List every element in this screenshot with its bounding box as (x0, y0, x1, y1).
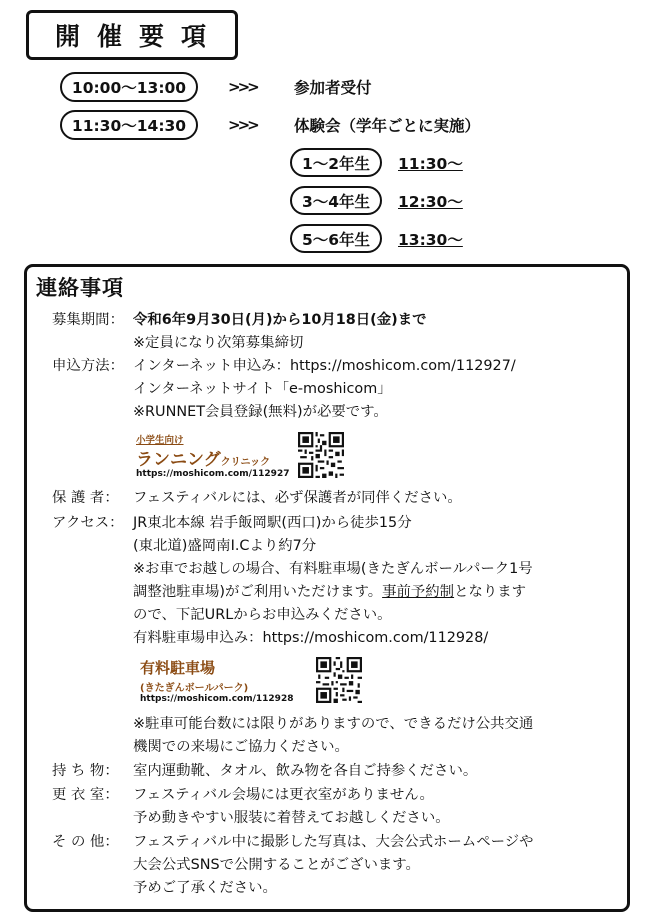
belongings-text: 室内運動靴、タオル、飲み物を各自ご持参ください。 (133, 763, 478, 779)
other-line: 予めご了承ください。 (133, 880, 277, 896)
schedule-label: 体験会（学年ごとに実施） (294, 117, 481, 135)
promo-running-url: https://moshicom.com/112927 (136, 469, 290, 479)
access-text: となります (454, 584, 527, 600)
access-label: アクセス： (52, 515, 124, 531)
grade-pill: 5〜6年生 (290, 224, 382, 253)
schedule-row (60, 110, 480, 140)
belongings-label: 持 ち 物： (52, 763, 119, 779)
access-line: (東北道)盛岡南I.Cより約7分 (133, 538, 317, 554)
grade-row (290, 186, 463, 215)
changing-label: 更 衣 室： (52, 787, 119, 803)
reservation-required: 事前予約制 (382, 584, 455, 600)
promo-running-title-suffix: クリニック (220, 457, 271, 468)
qr-code-icon (316, 657, 362, 703)
changing-line: フェスティバル会場には更衣室がありません。 (133, 787, 434, 803)
promo-running-tag: 小学生向け (136, 435, 184, 446)
grade-pill: 1〜2年生 (290, 148, 382, 177)
grade-row (290, 224, 463, 253)
section-heading: 開催要項 (26, 10, 238, 60)
triple-chevron-icon: >>> (228, 116, 257, 134)
contact-title: 連絡事項 (36, 276, 124, 300)
promo-parking-url: https://moshicom.com/112928 (140, 694, 294, 704)
changing-line: 予め動きやすい服装に着替えてお越しください。 (133, 810, 450, 826)
promo-parking-subtitle: (きたぎんボールパーク) (140, 683, 249, 694)
grade-start-time: 12:30〜 (398, 192, 463, 211)
schedule-row (60, 72, 372, 102)
apply-line: ※RUNNET会員登録(無料)が必要です。 (133, 404, 388, 420)
access-text: 調整池駐車場)がご利用いただけます。 (133, 584, 383, 600)
access-line (133, 582, 526, 602)
recruit-note: ※定員になり次第募集締切 (133, 335, 304, 351)
parking-note: ※駐車可能台数には限りがありますので、できるだけ公共交通 (133, 716, 534, 732)
guardian-label: 保 護 者： (52, 490, 119, 506)
parking-note: 機関での来場にご協力ください。 (133, 739, 349, 755)
access-line: ※お車でお越しの場合、有料駐車場(きたぎんボールパーク1号 (133, 561, 533, 577)
parking-apply-url: 有料駐車場申込み：https://moshicom.com/112928/ (133, 630, 489, 646)
guardian-text: フェスティバルには、必ず保護者が同伴ください。 (133, 490, 462, 506)
time-pill: 11:30〜14:30 (60, 110, 198, 140)
grade-start-time: 11:30〜 (398, 154, 463, 173)
triple-chevron-icon: >>> (228, 78, 257, 96)
qr-code-icon (298, 432, 344, 478)
other-label: そ の 他： (52, 834, 119, 850)
promo-parking-title: 有料駐車場 (140, 659, 216, 677)
promo-running-title-main: ランニング (136, 450, 221, 470)
grade-row (290, 148, 463, 177)
recruit-label: 募集期間： (52, 312, 124, 328)
other-line: 大会公式SNSで公開することがございます。 (133, 857, 420, 873)
apply-line: インターネット申込み：https://moshicom.com/112927/ (133, 358, 516, 374)
schedule-label: 参加者受付 (294, 79, 372, 97)
time-pill: 10:00〜13:00 (60, 72, 198, 102)
promo-running-title (136, 445, 270, 470)
access-line: JR東北本線 岩手飯岡駅(西口)から徒歩15分 (133, 515, 412, 531)
grade-start-time: 13:30〜 (398, 230, 463, 249)
apply-line: インターネットサイト「e-moshicom」 (133, 381, 392, 397)
other-line: フェスティバル中に撮影した写真は、大会公式ホームページや (133, 834, 534, 850)
grade-pill: 3〜4年生 (290, 186, 382, 215)
access-line: ので、下記URLからお申込みください。 (133, 607, 392, 623)
apply-label: 申込方法： (52, 358, 124, 374)
recruit-period: 令和6年9月30日(月)から10月18日(金)まで (133, 312, 427, 328)
